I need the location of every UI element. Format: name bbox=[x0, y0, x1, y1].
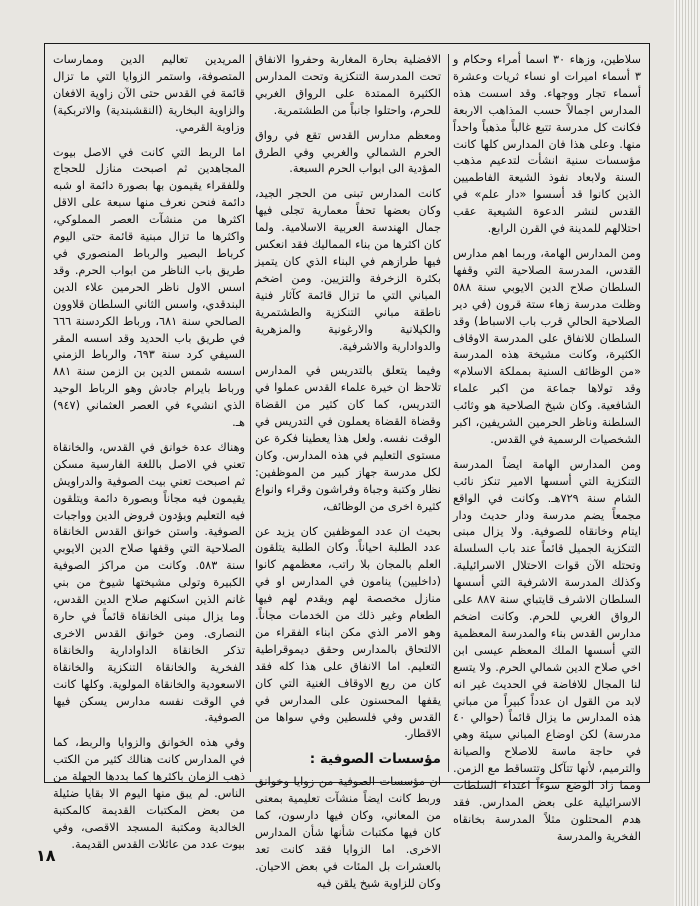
paragraph: المريدين تعاليم الدين وممارسات المتصوفة، واستمر الزوايا التي ما تزال قائمة في القدس حتى الآن زاوية الافغان والزاوية البخارية (النقشبندية) والاتربكية) وزاوية القرمي. bbox=[53, 53, 245, 134]
paragraph: وفي هذه الخوانق والزوايا والربط، كما في المدارس كانت هنالك كثير من الكتب ذهب الزمان باكثرها كما بددها الجهلة من الناس. لم يبق منها اليوم الا بقايا ضئيلة من بعض المكتبات القديمة كالمكتبة الخالدية ومكتبة المسجد الاقصى، وفي بيوت عدد من عائلات القدس القديمة. bbox=[53, 736, 245, 851]
section-heading: مؤسسات الصوفية : bbox=[309, 751, 441, 768]
page-edges bbox=[674, 0, 700, 906]
paragraph: سلاطين، وزهاء ٣٠ اسما أمراء وحكام و ٣ أسماء اميرات او نساء ثريات وعشرة أسماء تجار ووجهاء. وقد اسست هذه المدارس اجمالاً حسب المذاهب الاربعة فكانت كل مدرسة تتبع غالباً مذهباً واحداً منها. وعلى هذا فان المدارس كلها كانت مؤسسات سنية انشأت لتدعيم مذهب السنة ولابعاد نفوذ الشيعة الفاطميين الذين كانوا قد أسسوا «دار علم» في القدس لنشر الدعوة الشيعية عقب احتلالهم للمدينة في القرن الرابع. bbox=[453, 53, 642, 236]
paragraph: اما الربط التي كانت في الاصل بيوت المجاهدين ثم اصبحت منازل للحجاج وللفقراء يقيمون بها بصورة دائمة او شبه دائمة فنحن نعرف منها سبعة على الاقل اكثرها من منشآت العصر المملوكي، واكثرها ما تزال مبنية قائمة حتى اليوم كرباط البصير والرباط المنصوري في طريق باب الناظر من ابواب الحرم. وقد اسس الاول ناظر الحرمين علاء الدين البندقدي، واسس الثاني السلطان قلاوون الصالحي سنة ٦٨١، ورباط الكردسنة ٦٦٦ في طريق باب الحديد وقد اسسه المقر السيفي كرد سنة ٦٩٣، والرباط الزمني اسسه شمس الدين بن الزمن سنة ٨٨١ ورباط بايرام جادش وهو الرباط الوحيد الذي انشيء في العصر العثماني (٩٤٧) هـ. bbox=[53, 145, 245, 430]
paragraph: بحيث ان عدد الموظفين كان يزيد عن عدد الطلبة احياناً. وكان الطلبة يتلقون العلم بالمجان بلا راتب، معظمهم كانوا (داخليين) ينامون في المدارس او في منازل مخصصة لهم ويقدم لهم فيها الطعام وغير ذلك من الخدمات مجاناً. وهو الامر الذي مكن ابناء الفقراء من الالتحاق بالمدارس وحقق ديموقراطية التعليم. اما الانفاق على هذا كله فقد كان من ريع الاوقاف الغنية التي كان يقفها المحسنون على المدارس في القدس وفي فلسطين وفي سواها من الاقطار. bbox=[255, 524, 441, 741]
column-left bbox=[53, 52, 245, 851]
paragraph: ومن المدارس الهامة، وربما اهم مدارس القدس، المدرسة الصلاحية التي وقفها السلطان صلاح الدين الايوبي سنة ٥٨٨ وظلت مدرسة زهاء ستة قرون (في دير الصلاحية الحالي قرب باب الاسباط) وقد السلطان للانفاق على المدرسة الاوقاف الكثيرة، وكانت مشيخة هذه المدرسة «من الوظائف السنية بمملكة الاسلام» وقد تولاها جماعة من اكبر علماء الشافعية. وكان شيخ الصلاحية هو وثائب السلطنة وناظر الحرمين الشريفين، اكبر الشخصيات الرسمية في القدس. bbox=[453, 246, 641, 446]
paragraph: الافضلية بحارة المغاربة وحفروا الانفاق تحت المدرسة التنكزية وتحت المدارس الكثيرة الممتدة على الرواق الغربي للحرم، واحتلوا جانباً من الطشتمرية. bbox=[255, 53, 441, 117]
paragraph: ان مؤسسات الصوفية من زوايا وخوانق وربط كانت ايضاً منشآت تعليمية بمعنى من المعاني، وكان فيها دارسون، كما كان فيها مكتبات شأنها شأن المدارس الاخرى. اما الزوايا فقد كانت تعد بالعشرات بل المئات في بعض الاحيان. وكان للزاوية شيخ يلقن فيه bbox=[255, 775, 441, 890]
page-number: ١٨ bbox=[36, 846, 56, 865]
paragraph: وفيما يتعلق بالتدريس في المدارس تلاحظ ان خيرة علماء القدس عملوا في التدريس، كما كان كثير من القضاة وقضاة القضاة يعملون في التدريس في الوقت نفسه. ولعل هذا يعطينا فكرة عن مستوى التعليم في هذه المدارس. وكان لكل مدرسة جهاز كبير من الموظفين: نظار وكتبة وجباة وفراشون وقراء وانواع كثيرة اخرى من الوظائف، bbox=[255, 364, 441, 513]
column-divider bbox=[448, 54, 449, 772]
column-middle bbox=[255, 52, 441, 890]
column-divider bbox=[250, 54, 251, 772]
paragraph: ومعظم مدارس القدس تقع في رواق الحرم الشمالي والغربي وفي الطرق المؤدية الى ابواب الحرم السبعة. bbox=[255, 128, 441, 176]
column-right bbox=[453, 52, 642, 843]
paragraph: وهناك عدة خوانق في القدس، والخانقاة تعني في الاصل باللغة الفارسية مسكن ثم اصبحت تعني بيت الصوفية والدراويش يقيمون فيه مجاناً وبصورة دائمة ويتلقون فيه التعليم ويؤدون فروض الدين وواجبات الصوفية. واستن خوانق القدس الخانقاة الصلاحية التي وقفها صلاح الدين الايوبي سنة ٥٨٣. وكانت من مراكز الصوفية الكبيرة وتولى مشيختها شيوخ من بني غانم الذين اسكنهم صلاح الدين القدس، وما يزال مبنى الخانقاة قائماً في حارة النصارى. ومن خوانق القدس الاخرى تذكر الخانقاة الداوادارية والخانقاة الفخرية والخانقاة التنكزية والخانقاة الاسعودية والخانقاة المولوية. وكلها كانت في الوقت نفسه مدارس يسكن فيها الصوفية. bbox=[53, 440, 245, 725]
paragraph: كانت المدارس تبنى من الحجر الجيد، وكان بعضها تحفاً معمارية تجلى فيها جمال الهندسة العربية الاسلامية. ولما كان اكثرها من بناء المماليك فقد انعكس فيها طرازهم في البناء الذي كان يتميز بكثرة الزخرفة والتزيين. ومن اضخم المباني التي ما تزال قائمة كآثار فنية ناطقة مباني التنكزية والطشتمرية والكيلانية والارغونية والمزهرية والدوادارية والاشرفية. bbox=[255, 187, 441, 353]
paragraph: ومن المدارس الهامة ايضاً المدرسة التنكزية التي أسسها الامير تنكز نائب الشام سنة ٧٢٩هـ. وكانت في الواقع مجمعاً يضم مدرسة ودار حديث ودار ايتام وخانقاه للصوفية. ولا يزال مبنى التنكزية الجميل قائماً عند باب السلسلة وتحتله الآن قوات الاحتلال الاسرائيلية. وكذلك المدرسة الاشرفية التي أسسها السلطان الاشرف قايتباي سنة ٨٨٧ على الرواق الغربي للحرم. وكانت اضخم مدارس القدس بناء والمدرسة المعظمية التي أسسها الملك المعظم عيسى ابن اخي صلاح الدين شمالي الحرم. ولا يتسع لنا المجال للافاضة في الحديث غير انه لابد من القول ان عدداً كبيراً من مباني هذه المدارس ما يزال قائماً (حوالي ٤٠ مدرسة) لكن اوضاع المباني سيئة وهي في حاجة ماسة للاصلاح والصيانة والترميم، لأنها تتآكل وتتساقط مع الزمن. ومما زاد الوضع سوءاً اعتداء السلطات الاسرائيلية على بعض المدارس. فقد هدم المحتلون مثلاً المدرسة بخانقاه الفخرية والمدرسة bbox=[453, 457, 641, 843]
